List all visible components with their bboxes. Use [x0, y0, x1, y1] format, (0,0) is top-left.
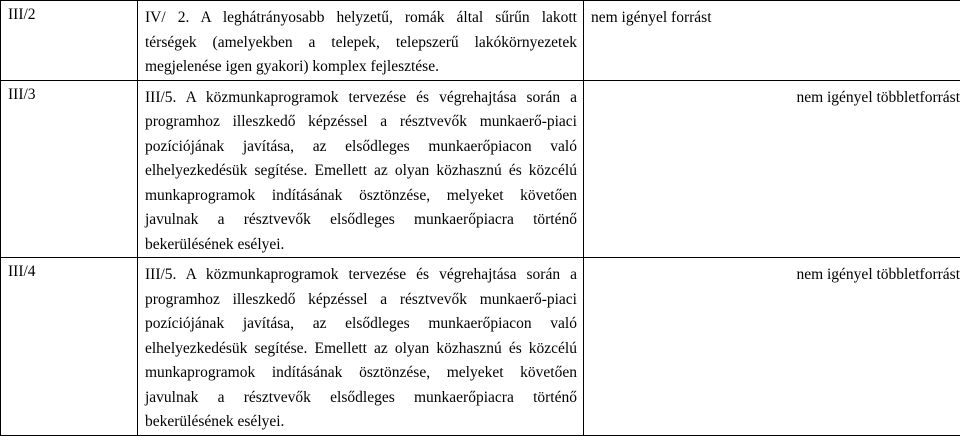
description-line: javulnak a résztvevők elsődleges munkaerőpiacra történő — [145, 208, 577, 233]
description-line: programhoz illeszkedő képzéssel a résztvevők munkaerő-piaci — [145, 110, 577, 135]
row-funding-note: nem igényel többletforrást — [584, 80, 960, 258]
description-line: munkaprogramok indításának ösztönzése, melyeket követően — [145, 361, 577, 386]
description-line: bekerülésének esélyei. — [145, 233, 577, 258]
description-line: pozíciójának javítása, az elsődleges munkaerőpiacon való — [145, 135, 577, 160]
description-line: térségek (amelyekben a telepek, telepszerű lakókörnyezetek — [145, 31, 577, 56]
description-line: elhelyezkedésük segítése. Emellett az olyan közhasznú és közcélú — [145, 337, 577, 362]
description-line: javulnak a résztvevők elsődleges munkaerőpiacra történő — [145, 386, 577, 411]
description-line: pozíciójának javítása, az elsődleges munkaerőpiacon való — [145, 312, 577, 337]
description-line: elhelyezkedésük segítése. Emellett az olyan közhasznú és közcélú — [145, 159, 577, 184]
table-row — [1, 1, 960, 81]
description-line: munkaprogramok indításának ösztönzése, melyeket követően — [145, 184, 577, 209]
row-description — [138, 1, 584, 81]
row-id: III/3 — [1, 80, 138, 258]
row-funding-note: nem igényel többletforrást — [584, 258, 960, 436]
description-line: III/5. A közmunkaprogramok tervezése és végrehajtása során a — [145, 263, 577, 288]
row-id: III/2 — [1, 1, 138, 81]
table-row — [1, 80, 960, 258]
description-line: megjelenése igen gyakori) komplex fejlesztése. — [145, 55, 577, 80]
row-description — [138, 258, 584, 436]
row-description — [138, 80, 584, 258]
row-funding-note: nem igényel forrást — [584, 1, 960, 81]
description-line: bekerülésének esélyei. — [145, 410, 577, 435]
description-line: programhoz illeszkedő képzéssel a résztvevők munkaerő-piaci — [145, 288, 577, 313]
description-line: IV/ 2. A leghátrányosabb helyzetű, romák által sűrűn lakott — [145, 6, 577, 31]
table-row — [1, 258, 960, 436]
row-id: III/4 — [1, 258, 138, 436]
description-line: III/5. A közmunkaprogramok tervezése és végrehajtása során a — [145, 86, 577, 111]
